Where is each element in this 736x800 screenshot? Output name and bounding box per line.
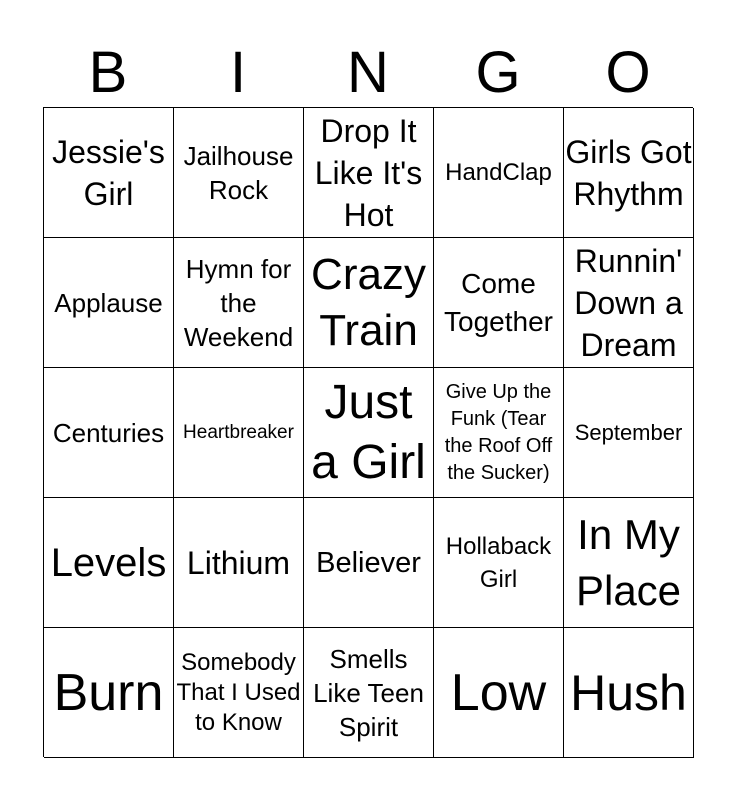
bingo-cell[interactable] [434,238,564,368]
bingo-cell-label: Jessie's Girl [52,133,165,212]
bingo-cell-label: Believer [316,546,421,579]
bingo-cell[interactable] [304,368,434,498]
header-letter-o: O [605,40,651,105]
bingo-cell[interactable] [174,628,304,758]
header-letter-i: I [229,40,247,105]
bingo-cell[interactable] [434,368,564,498]
bingo-cell-label: HandClap [445,158,552,186]
bingo-cell[interactable] [44,368,174,498]
bingo-cell[interactable] [304,108,434,238]
bingo-cell-label: Crazy Train [311,249,426,355]
bingo-cell-label: Just a Girl [311,375,426,489]
bingo-cell[interactable] [44,498,174,628]
bingo-cell-label: Hush [570,664,687,721]
bingo-cell[interactable] [174,498,304,628]
bingo-cell-label: September [574,419,683,445]
bingo-cell-label: Give Up the Funk (Tear the Roof Off the Sucker) [444,380,553,484]
bingo-cell-label: Runnin' Down a Dream [574,242,683,363]
bingo-cell[interactable] [44,238,174,368]
bingo-cell-label: Hymn for the Weekend [183,253,294,352]
bingo-cell[interactable] [564,368,694,498]
bingo-cell-label: Lithium [186,544,291,581]
bingo-cell[interactable] [564,238,694,368]
bingo-cell[interactable] [304,238,434,368]
bingo-cell-label: Hollaback Girl [445,532,552,593]
bingo-cell-label: Jailhouse Rock [183,140,294,205]
bingo-cell[interactable] [434,498,564,628]
bingo-cell[interactable] [564,628,694,758]
bingo-cell[interactable] [564,108,694,238]
bingo-cell[interactable] [174,368,304,498]
bingo-cell[interactable] [304,628,434,758]
bingo-cell[interactable] [174,108,304,238]
bingo-cell-label: Girls Got Rhythm [565,133,692,212]
bingo-cell-label: Smells Like Teen Spirit [313,643,424,742]
bingo-cell-label: Applause [54,287,163,318]
bingo-cell[interactable] [304,498,434,628]
bingo-cell[interactable] [44,628,174,758]
bingo-cell[interactable] [434,108,564,238]
header-letter-n: N [347,40,389,105]
bingo-cell-label: Somebody That I Used to Know [176,648,301,736]
bingo-cell-label: Drop It Like It's Hot [314,112,423,233]
bingo-cell-label: Heartbreaker [183,421,294,443]
bingo-cell[interactable] [564,498,694,628]
bingo-cell-label: Come Together [444,267,553,337]
bingo-header [43,40,693,106]
header-letter-g: G [475,40,521,105]
bingo-cell[interactable] [174,238,304,368]
bingo-cell-label: Centuries [52,417,165,448]
bingo-cell-label: Low [450,663,547,722]
bingo-cell-label: Burn [53,663,164,722]
bingo-cell[interactable] [434,628,564,758]
bingo-cell[interactable] [44,108,174,238]
header-letter-b: B [88,40,128,105]
bingo-card-grid [43,107,693,757]
bingo-cell-label: In My Place [575,510,682,614]
bingo-cell-label: Levels [50,540,167,585]
